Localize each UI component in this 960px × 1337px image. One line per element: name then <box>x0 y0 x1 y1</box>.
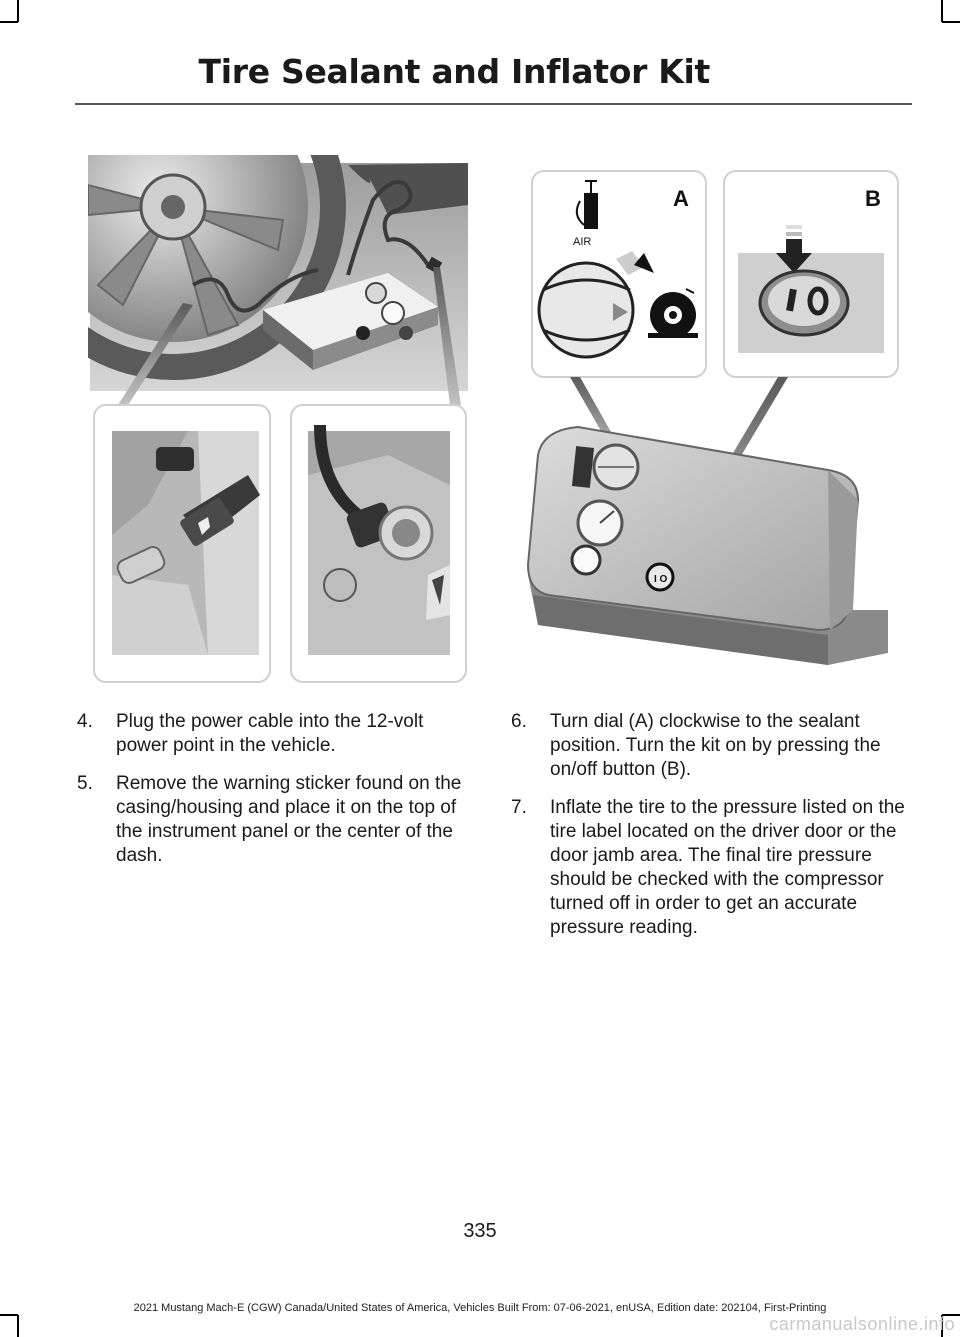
button-inset-b <box>724 171 898 377</box>
power-point-inset <box>291 405 466 682</box>
step-number: 7. <box>511 797 527 818</box>
step-text: Turn dial (A) clockwise to the sealant position. Turn the kit on by pressing the on/off button (B). <box>550 711 881 780</box>
steps-left-column <box>77 710 477 882</box>
valve-connection-inset <box>94 405 270 682</box>
step-text: Remove the warning sticker found on the casing/housing and place it on the top of the instrument panel or the center of the dash. <box>116 773 462 866</box>
step-item <box>77 772 477 868</box>
step-text: Inflate the tire to the pressure listed on the tire label located on the driver door or the door jamb area. The final tire pressure should be checked with the compressor turned off in order to get an accurate pressure reading. <box>550 797 905 938</box>
step-number: 5. <box>77 773 93 794</box>
dial-inset-a <box>532 171 706 377</box>
step-item <box>511 710 911 782</box>
step-number: 6. <box>511 711 527 732</box>
step-item <box>511 796 911 940</box>
watermark: carmanualsonline.info <box>769 1314 955 1334</box>
callout-b-label: B <box>865 186 881 211</box>
inflator-kit-illustration <box>88 155 903 690</box>
page-number: 335 <box>463 1220 497 1242</box>
air-label: AIR <box>573 236 592 248</box>
title-divider <box>75 103 912 105</box>
crop-mark <box>17 0 19 22</box>
crop-mark <box>0 1314 18 1316</box>
page-title: Tire Sealant and Inflator Kit <box>198 52 710 91</box>
crop-mark <box>0 21 18 23</box>
tire-scene <box>88 155 468 391</box>
step-text: Plug the power cable into the 12-volt power point in the vehicle. <box>116 711 424 756</box>
steps-right-column <box>511 710 911 954</box>
crop-mark <box>17 1315 19 1337</box>
inflator-kit <box>528 427 888 665</box>
switch-label: I O <box>654 574 668 585</box>
step-number: 4. <box>77 711 93 732</box>
step-item <box>77 710 477 758</box>
crop-mark <box>942 21 960 23</box>
callout-a-label: A <box>673 186 689 211</box>
crop-mark <box>941 0 943 22</box>
footer-edition-note: 2021 Mustang Mach-E (CGW) Canada/United States of America, Vehicles Built From: 07-06-2021, enUSA, Edition date: 202104, First-Printing <box>133 1302 827 1314</box>
